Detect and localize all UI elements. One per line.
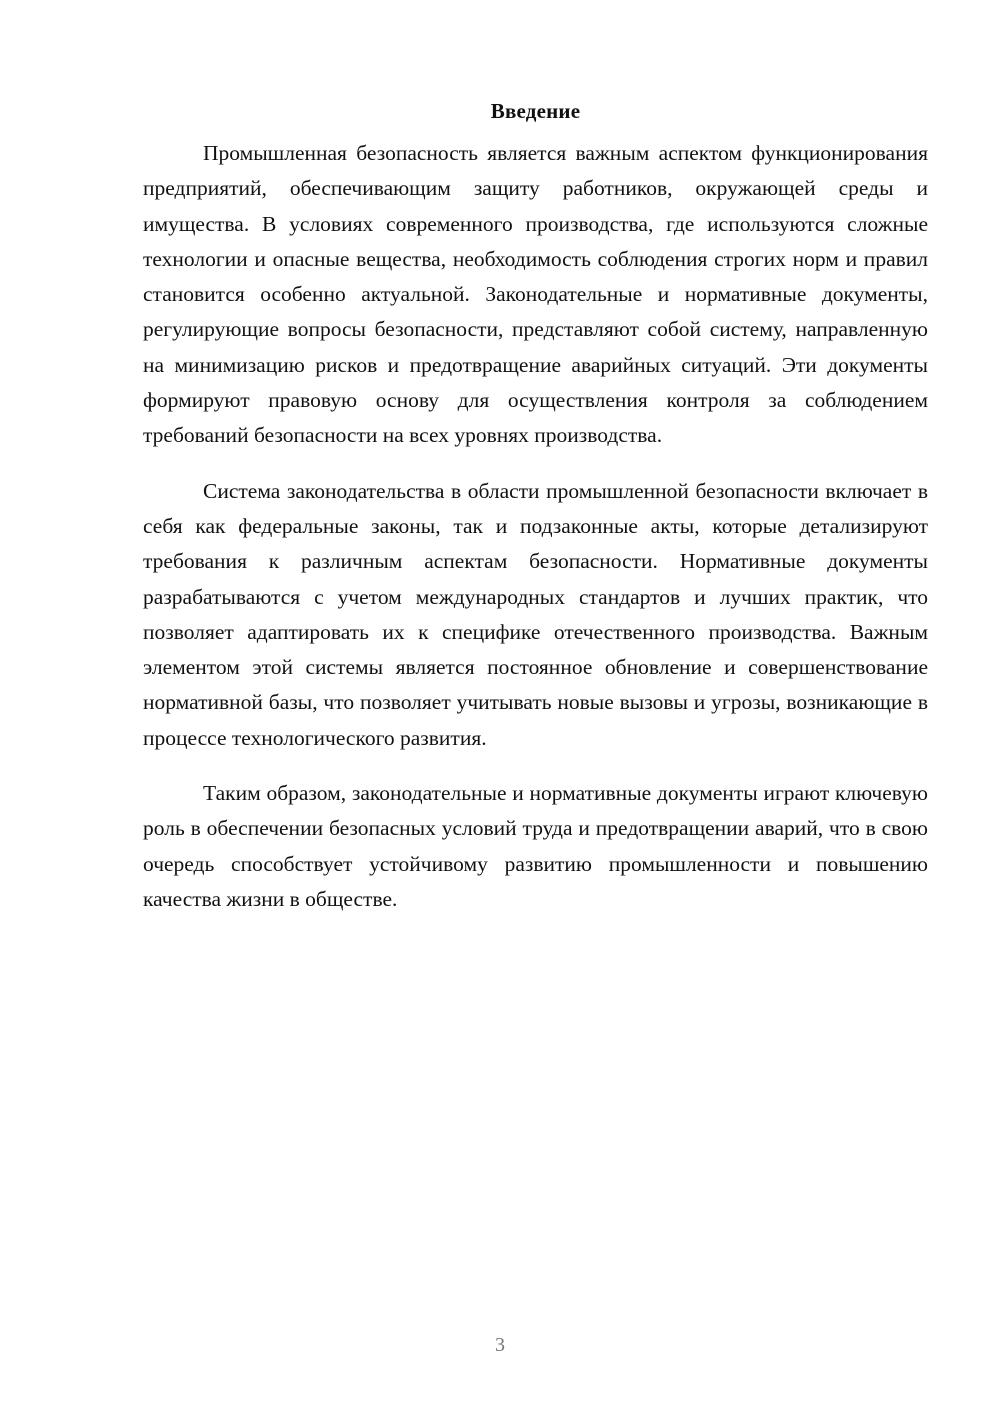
section-heading: Введение xyxy=(490,99,581,123)
page-content xyxy=(143,96,928,937)
paragraph-2: Система законодательства в области промышленной безопасности включает в себя как федеральные законы, так и подзаконные акты, которые детализируют требования к различным аспектам безопасности. Нормативные документы разрабатываются с учетом международных стандартов и лучших практик, что позволяет адаптировать их к специфике отечественного производства. Важным элементом этой системы является постоянное обновление и совершенствование нормативной базы, что позволяет учитывать новые вызовы и угрозы, возникающие в процессе технологического развития. xyxy=(143,478,928,750)
page-number: 3 xyxy=(495,1334,505,1356)
paragraph-1: Промышленная безопасность является важным аспектом функционирования предприятий, обеспечивающим защиту работников, окружающей среды и имущества. В условиях современного производства, где используются сложные технологии и опасные вещества, необходимость соблюдения строгих норм и правил становится особенно актуальной. Законодательные и нормативные документы, регулирующие вопросы безопасности, представляют собой систему, направленную на минимизацию рисков и предотвращение аварийных ситуаций. Эти документы формируют правовую основу для осуществления контроля за соблюдением требований безопасности на всех уровнях производства. xyxy=(143,141,928,448)
paragraph-3: Таким образом, законодательные и нормативные документы играют ключевую роль в обеспечении безопасных условий труда и предотвращении аварий, что в свою очередь способствует устойчивому развитию промышленности и повышению качества жизни в обществе. xyxy=(143,781,928,911)
